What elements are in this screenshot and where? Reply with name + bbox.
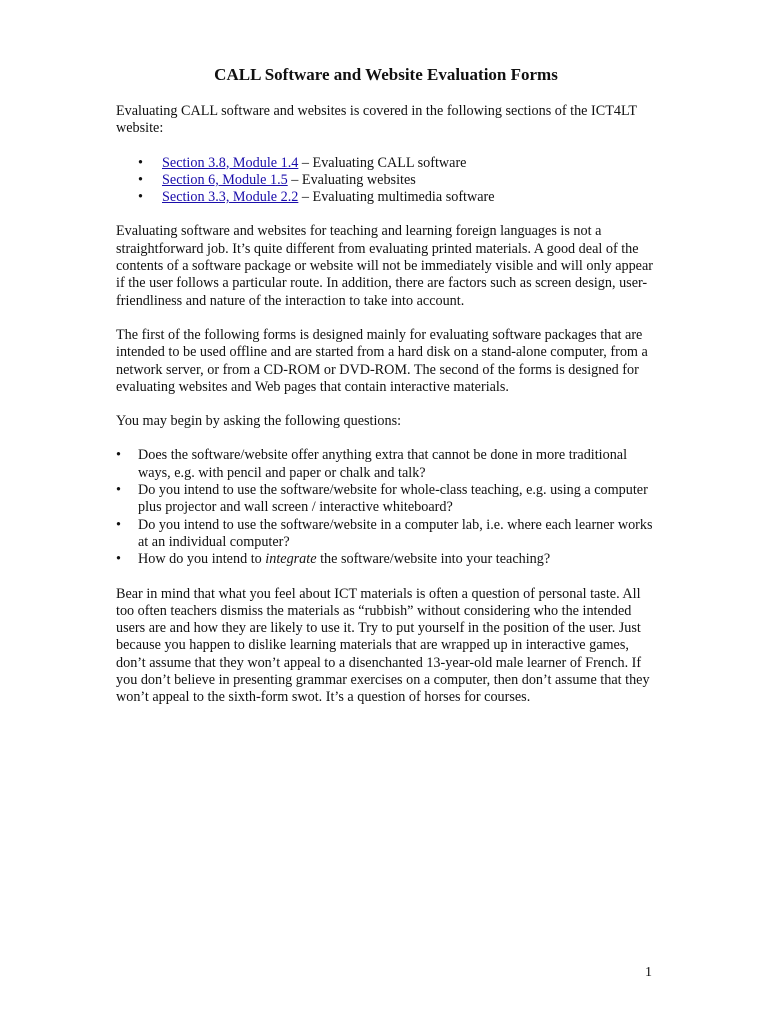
evaluation-difficulty-paragraph: Evaluating software and websites for teaching and learning foreign languages is not a straightforward job. It’s quite different from evaluating printed materials. A good deal of the contents of a software package or website will not be immediately visible and will only appear if the user follows a particular route. In addition, there are factors such as screen design, user-friendliness and nature of the interaction to take into account. [116, 223, 653, 309]
bullet-icon: • [138, 154, 143, 171]
forms-description-paragraph: The first of the following forms is designed mainly for evaluating software packages that are intended to be used offline and are started from a hard disk on a stand-alone computer, from a network server, or from a CD-ROM or DVD-ROM. The second of the forms is designed for evaluating websites and Web pages that contain interactive materials. [116, 326, 648, 395]
list-item [138, 172, 656, 189]
question-text: Do you intend to use the software/website for whole-class teaching, e.g. using a computer plus projector and wall screen / interactive whiteboard? [138, 482, 648, 516]
list-item [138, 189, 656, 206]
bullet-icon: • [116, 482, 121, 499]
question-text-before: How do you intend to [138, 551, 266, 568]
question-text: Do you intend to use the software/website in a computer lab, i.e. where each learner works at an individual computer? [138, 516, 653, 550]
list-item [116, 551, 656, 568]
questions-intro: You may begin by asking the following questions: [116, 413, 402, 430]
bullet-icon: • [138, 189, 143, 206]
section-link-3-3[interactable]: Section 3.3, Module 2.2 [162, 189, 299, 206]
list-item [138, 155, 656, 172]
question-text: Does the software/website offer anything extra that cannot be done in more traditional ways, e.g. with pencil and paper or chalk and talk? [138, 447, 628, 481]
personal-taste-paragraph: Bear in mind that what you feel about ICT materials is often a question of personal taste. All too often teachers dismiss the materials as “rubbish” without considering who the intended users are and how they are likely to use it. Try to put yourself in the position of the user. Just because you happen to dislike learning materials that are wrapped up in interactive games, don’t assume that they won’t appeal to a disenchanted 13-year-old male learner of French. If you don’t believe in presenting grammar exercises on a computer, then don’t assume that they won’t appeal to the sixth-form swot. It’s a question of horses for courses. [116, 585, 650, 706]
section-links-list [138, 155, 656, 207]
link-description: – Evaluating websites [287, 171, 416, 188]
bullet-icon: • [116, 551, 121, 568]
list-item [116, 447, 656, 482]
document-page [116, 64, 656, 724]
question-emphasis: integrate [265, 551, 317, 568]
questions-list [116, 447, 656, 568]
link-description: – Evaluating multimedia software [298, 189, 495, 206]
intro-paragraph: Evaluating CALL software and websites is covered in the following sections of the ICT4LT website: [116, 103, 637, 137]
bullet-icon: • [138, 171, 143, 188]
question-text-after: the software/website into your teaching? [316, 551, 551, 568]
section-link-6[interactable]: Section 6, Module 1.5 [162, 171, 288, 188]
bullet-icon: • [116, 447, 121, 464]
section-link-3-8[interactable]: Section 3.8, Module 1.4 [162, 154, 299, 171]
document-title: CALL Software and Website Evaluation Forms [214, 65, 558, 84]
list-item [116, 517, 656, 552]
page-number: 1 [645, 965, 652, 980]
link-description: – Evaluating CALL software [298, 154, 467, 171]
list-item [116, 482, 656, 517]
bullet-icon: • [116, 516, 121, 533]
